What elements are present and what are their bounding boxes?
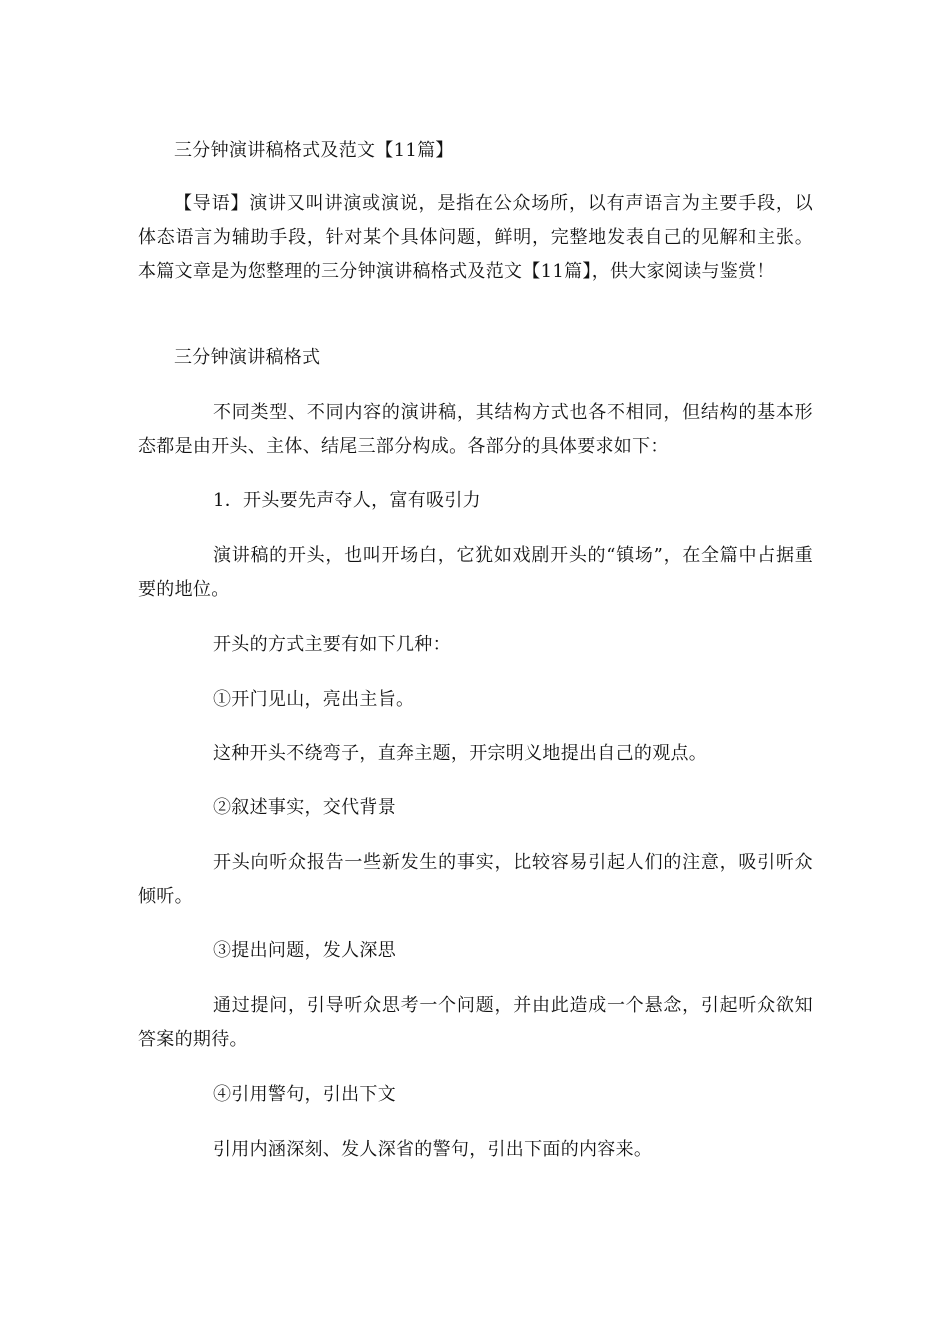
paragraph-point-1: 1．开头要先声夺人，富有吸引力 xyxy=(213,490,481,511)
paragraph-structure: 不同类型、不同内容的演讲稿，其结构方式也各不相同，但结构的基本形态都是由开头、主体、结尾三部分构成。各部分的具体要求如下： xyxy=(138,402,813,457)
section-heading: 三分钟演讲稿格式 xyxy=(174,347,321,368)
intro-paragraph: 【导语】演讲又叫讲演或演说，是指在公众场所，以有声语言为主要手段，以体态语言为辅助手段，针对某个具体问题，鲜明，完整地发表自己的见解和主张。本篇文章是为您整理的三分钟演讲稿格式及范文【11篇】，供大家阅读与鉴赏！ xyxy=(138,193,813,282)
paragraph-method-1-desc: 这种开头不绕弯子，直奔主题，开宗明义地提出自己的观点。 xyxy=(213,743,708,764)
paragraph-method-4-desc: 引用内涵深刻、发人深省的警句，引出下面的内容来。 xyxy=(213,1139,653,1160)
paragraph-opening: 演讲稿的开头，也叫开场白，它犹如戏剧开头的“镇场”，在全篇中占据重要的地位。 xyxy=(138,545,813,600)
paragraph-method-4: ④引用警句，引出下文 xyxy=(213,1084,396,1105)
document-title: 三分钟演讲稿格式及范文【11篇】 xyxy=(174,140,454,161)
paragraph-method-1: ①开门见山，亮出主旨。 xyxy=(213,689,415,710)
paragraph-method-3-desc: 通过提问，引导听众思考一个问题，并由此造成一个悬念，引起听众欲知答案的期待。 xyxy=(138,995,813,1050)
paragraph-method-2: ②叙述事实，交代背景 xyxy=(213,797,396,818)
paragraph-method-3: ③提出问题，发人深思 xyxy=(213,940,396,961)
paragraph-method-2-desc: 开头向听众报告一些新发生的事实，比较容易引起人们的注意，吸引听众倾听。 xyxy=(138,852,813,907)
paragraph-methods: 开头的方式主要有如下几种： xyxy=(213,634,451,655)
